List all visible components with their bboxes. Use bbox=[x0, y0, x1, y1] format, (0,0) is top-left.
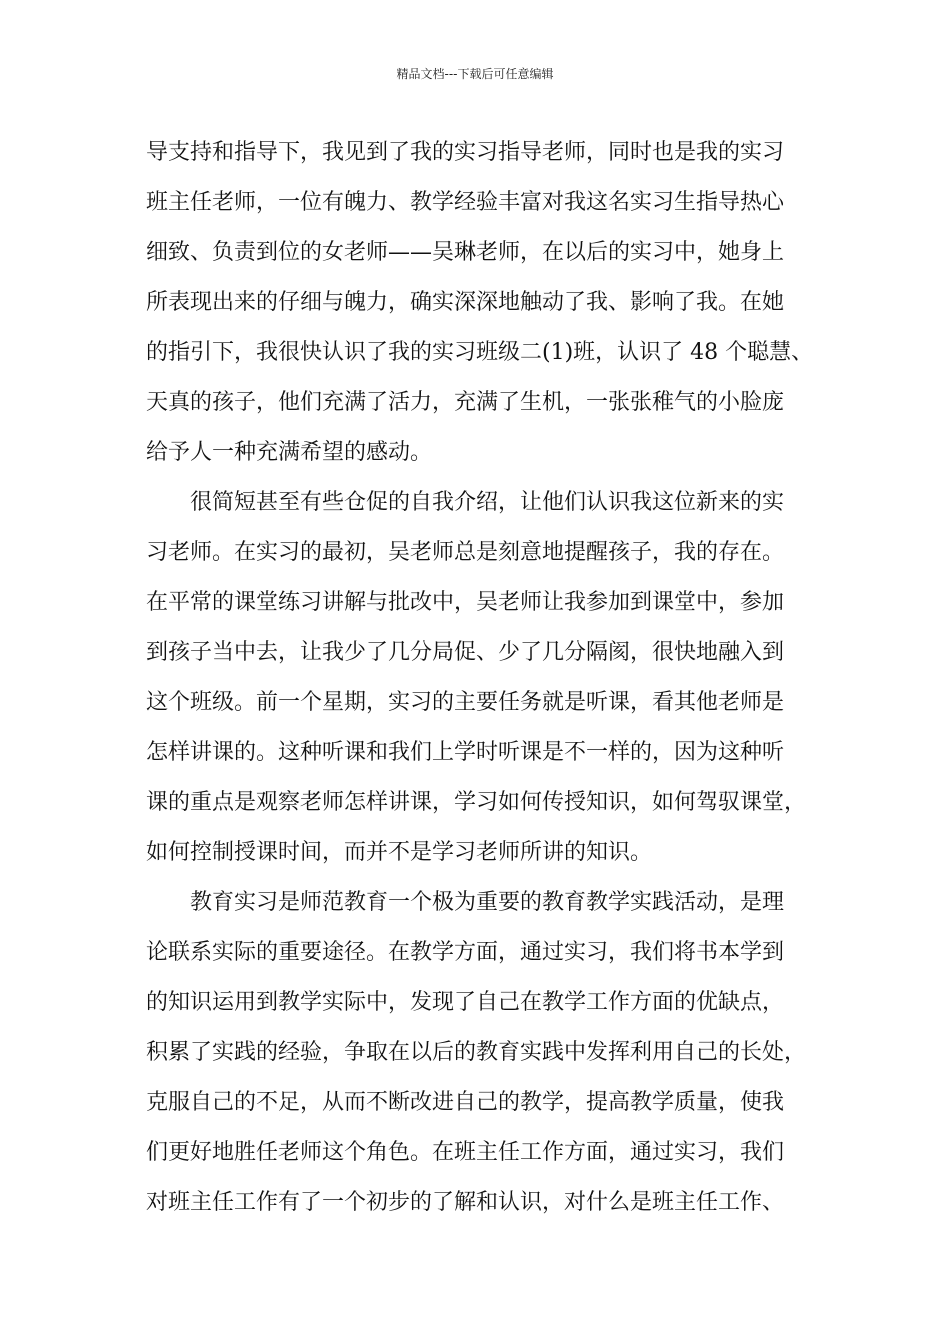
text-line: 论联系实际的重要途径。在教学方面，通过实习，我们将书本学到 bbox=[146, 940, 785, 965]
text-line: 班主任老师，一位有魄力、教学经验丰富对我这名实习生指导热心 bbox=[146, 190, 785, 215]
text-line: 给予人一种充满希望的感动。 bbox=[146, 440, 433, 465]
text-line: 克服自己的不足，从而不断改进自己的教学，提高教学质量，使我 bbox=[146, 1090, 785, 1115]
text-line: 课的重点是观察老师怎样讲课，学习如何传授知识，如何驾驭课堂， bbox=[146, 790, 807, 815]
text-line: 天真的孩子，他们充满了活力，充满了生机，一张张稚气的小脸庞 bbox=[146, 390, 785, 415]
text-line: 们更好地胜任老师这个角色。在班主任工作方面，通过实习，我们 bbox=[146, 1140, 785, 1165]
text-line: 导支持和指导下，我见到了我的实习指导老师，同时也是我的实习 bbox=[146, 140, 785, 165]
text-line: 怎样讲课的。这种听课和我们上学时听课是不一样的，因为这种听 bbox=[146, 740, 785, 765]
text-line: 所表现出来的仔细与魄力，确实深深地触动了我、影响了我。在她 bbox=[146, 290, 785, 315]
text-line: 这个班级。前一个星期，实习的主要任务就是听课，看其他老师是 bbox=[146, 690, 785, 715]
text-line: 的指引下，我很快认识了我的实习班级二(1)班，认识了 48 个聪慧、 bbox=[146, 340, 814, 365]
text-line: 在平常的课堂练习讲解与批改中，吴老师让我参加到课堂中，参加 bbox=[146, 590, 785, 615]
text-line: 到孩子当中去，让我少了几分局促、少了几分隔阂，很快地融入到 bbox=[146, 640, 785, 665]
text-line: 细致、负责到位的女老师——吴琳老师，在以后的实习中，她身上 bbox=[146, 240, 785, 265]
text-line: 的知识运用到教学实际中，发现了自己在教学工作方面的优缺点， bbox=[146, 990, 785, 1015]
text-line: 习老师。在实习的最初，吴老师总是刻意地提醒孩子，我的存在。 bbox=[146, 540, 785, 565]
text-line: 如何控制授课时间，而并不是学习老师所讲的知识。 bbox=[146, 840, 653, 865]
text-line: 对班主任工作有了一个初步的了解和认识，对什么是班主任工作、 bbox=[146, 1190, 785, 1215]
text-line: 教育实习是师范教育一个极为重要的教育教学实践活动，是理 bbox=[146, 890, 785, 915]
text-line: 积累了实践的经验，争取在以后的教育实践中发挥利用自己的长处， bbox=[146, 1040, 807, 1065]
page-header: 精品文档---下载后可任意编辑 bbox=[396, 67, 554, 81]
document-body bbox=[146, 128, 814, 1228]
text-line: 很简短甚至有些仓促的自我介绍，让他们认识我这位新来的实 bbox=[146, 490, 785, 515]
